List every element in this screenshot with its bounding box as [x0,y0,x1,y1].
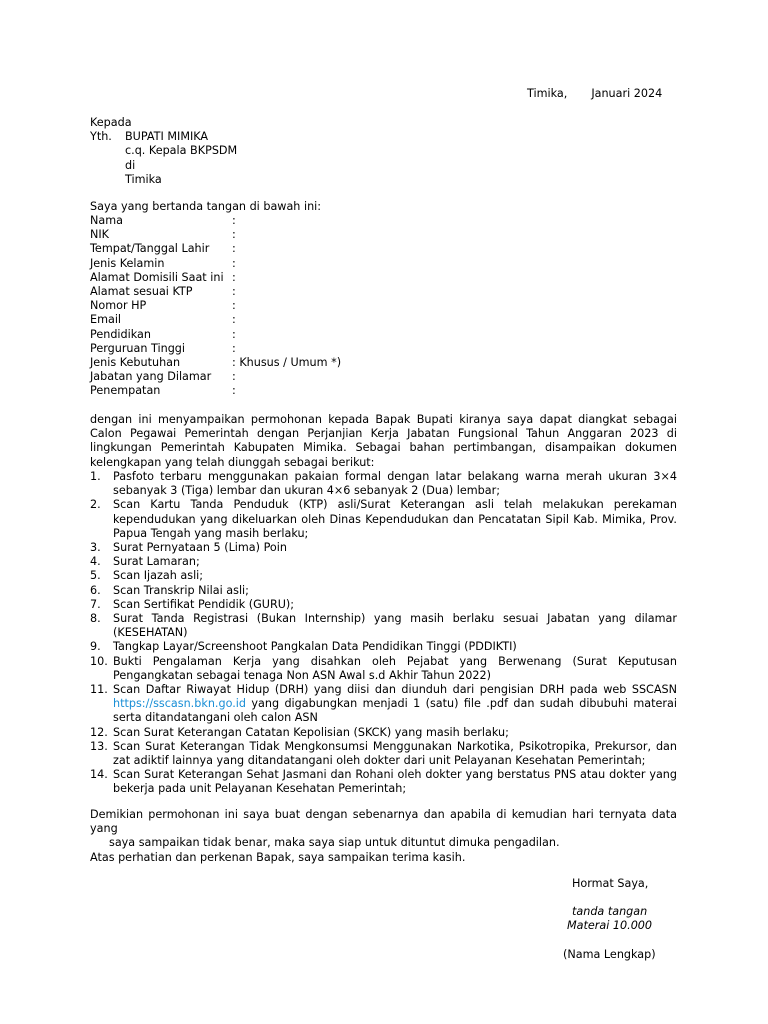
list-item-number: 9. [90,640,101,654]
place-date [527,87,662,101]
field-value: : [232,327,236,341]
list-item-number: 3. [90,541,101,555]
list-item-text [113,683,677,726]
list-item-text: Scan Ijazah asli; [113,569,204,583]
applicant-fields [90,214,341,398]
list-item [90,726,677,740]
materai-placeholder: Materai 10.000 [567,919,653,932]
recipient-line-1: BUPATI MIMIKA [125,130,209,144]
field-value: : [232,341,236,355]
field-row [90,313,341,327]
list-item-text: Surat Pernyataan 5 (Lima) Poin [113,541,287,555]
body-text: dengan ini menyampaikan permohonan kepada Bapak Bupati kiranya saya dapat diangkat sebagai Calon Pegawai Pemerintah dengan Perjanjian Kerja Jabatan Fungsional Tahun Anggaran 2023 di lingkungan Pemerintah Kabupaten Mimika. Sebagai bahan pertimbangan, disampaikan dokumen kelengkapan yang telah diunggah sebagai berikut: [90,413,677,469]
field-value: : [232,228,236,242]
field-row [90,384,341,398]
sscasn-link[interactable]: https://sscasn.bkn.go.id [113,697,246,711]
field-row [90,271,341,285]
closing-line-3: Atas perhatian dan perkenan Bapak, saya sampaikan terima kasih. [90,850,466,864]
yth-label: Yth. [90,130,112,144]
list-item-number: 11. [90,683,108,697]
list-item-text: Scan Surat Keterangan Catatan Kepolisian (SKCK) yang masih berlaku; [113,725,509,739]
list-item-number: 5. [90,569,101,583]
list-item-text: Pasfoto terbaru menggunakan pakaian formal dengan latar belakang warna merah ukuran 3×4 sebanyak 3 (Tiga) lembar dan ukuran 4×6 sebanyak 2 (Dua) lembar; [113,470,677,498]
list-item-number: 1. [90,470,101,483]
closing-block [90,808,677,865]
list-item [90,612,677,640]
field-value: : [232,284,236,298]
list-item-number: 14. [90,768,108,782]
field-value: : [232,242,236,256]
field-row [90,257,341,271]
list-item-number: 10. [90,654,108,668]
field-label: Email [90,313,122,327]
list-item [90,541,677,555]
list-item [90,655,677,683]
list-item [90,470,677,498]
list-item [90,768,677,796]
date: Januari 2024 [591,87,663,100]
list-item-text: Scan Surat Keterangan Tidak Mengkonsumsi Menggunakan Narkotika, Psikotropika, Prekursor, dan zat adiktif lainnya yang ditandatangani oleh dokter dari unit Pelayanan Kesehatan Pemerintah; [113,739,677,768]
field-row [90,228,341,242]
field-value: : [232,270,236,284]
recipient-line-3: di [125,158,136,172]
list-item-number: 13. [90,739,108,753]
field-value: : [232,384,236,398]
list-item-number: 12. [90,725,108,739]
field-label: Jenis Kelamin [90,256,165,270]
field-row [90,370,341,384]
field-label: Alamat sesuai KTP [90,284,193,298]
list-item-text: Scan Transkrip Nilai asli; [113,583,249,597]
list-item [90,584,677,598]
field-row [90,214,341,228]
list-item-text: Surat Lamaran; [113,555,200,569]
list-item-text: Surat Tanda Registrasi (Bukan Internship) yang masih berlaku sesuai Jabatan yang dilamar (KESEHATAN) [113,612,677,640]
field-row [90,299,341,313]
list-item-number: 4. [90,555,101,569]
body-paragraph [90,413,677,470]
field-label: NIK [90,228,110,242]
intro-text: Saya yang bertanda tangan di bawah ini: [90,200,322,213]
recipient-line-2: c.q. Kepala BKPSDM [125,144,238,158]
field-label: Nomor HP [90,299,147,313]
list-item-text: Bukti Pengalaman Kerja yang disahkan oleh Pejabat yang Berwenang (Surat Keputusan Pengangkatan sebagai tenaga Non ASN Awal s.d Akhir Tahun 2022) [113,654,677,682]
list-item-text: Scan Surat Keterangan Sehat Jasmani dan Rohani oleh dokter yang berstatus PNS atau dokter yang bekerja pada unit Pelayanan Kesehatan Pemerintah; [113,768,677,796]
signature-greeting: Hormat Saya, [572,877,649,890]
field-value: : [232,313,236,327]
field-label: Jabatan yang Dilamar [90,370,212,384]
field-row [90,328,341,342]
list-item-number: 7. [90,597,101,611]
list-item-text: Scan Kartu Tanda Penduduk (KTP) asli/Surat Keterangan asli telah melakukan perekaman kependudukan yang dikeluarkan oleh Dinas Kependudukan dan Pencatatan Sipil Kab. Mimika, Prov. Papua Tengah yang masih berlaku; [113,498,677,540]
field-value: : [232,370,236,384]
list-item-text: Scan Sertifikat Pendidik (GURU); [113,597,295,611]
list-item-number: 2. [90,498,101,512]
field-value: : [232,214,236,227]
field-row [90,285,341,299]
field-label: Jenis Kebutuhan [90,355,181,369]
list-item-number: 6. [90,583,101,597]
field-label: Tempat/Tanggal Lahir [90,242,210,256]
list-item [90,640,677,654]
field-value: : Khusus / Umum *) [232,355,342,369]
field-row [90,356,341,370]
list-item-number: 8. [90,612,101,626]
kepada-label: Kepada [90,116,132,129]
list-item [90,683,677,726]
list-item-text-before: Scan Daftar Riwayat Hidup (DRH) yang diisi dan diunduh dari pengisian DRH pada web SSCASN [113,683,677,697]
recipient-block [90,116,237,187]
list-item [90,498,677,541]
field-row [90,242,341,256]
list-item [90,740,677,768]
list-item-text-after: yang digabungkan menjadi 1 (satu) file .pdf dan sudah dibubuhi materai serta ditandatangani oleh calon ASN [113,697,677,725]
closing-line-1: Demikian permohonan ini saya buat dengan sebenarnya dan apabila di kemudian hari ternyata data yang [90,808,677,836]
field-row [90,342,341,356]
list-item [90,555,677,569]
list-item [90,598,677,612]
field-label: Nama [90,214,123,227]
list-item-text: Tangkap Layar/Screenshoot Pangkalan Data Pendidikan Tinggi (PDDIKTI) [113,640,517,654]
recipient-line-4: Timika [125,172,162,186]
field-value: : [232,299,236,313]
field-label: Penempatan [90,384,161,398]
field-label: Perguruan Tinggi [90,341,186,355]
signature-name: (Nama Lengkap) [563,948,656,961]
requirements-list [90,470,677,797]
field-label: Alamat Domisili Saat ini [90,270,224,284]
place: Timika, [527,87,568,100]
field-label: Pendidikan [90,327,151,341]
field-value: : [232,256,236,270]
list-item [90,569,677,583]
signature-placeholder: tanda tangan [572,905,648,918]
closing-line-2: saya sampaikan tidak benar, maka saya siap untuk dituntut dimuka pengadilan. [109,836,560,850]
